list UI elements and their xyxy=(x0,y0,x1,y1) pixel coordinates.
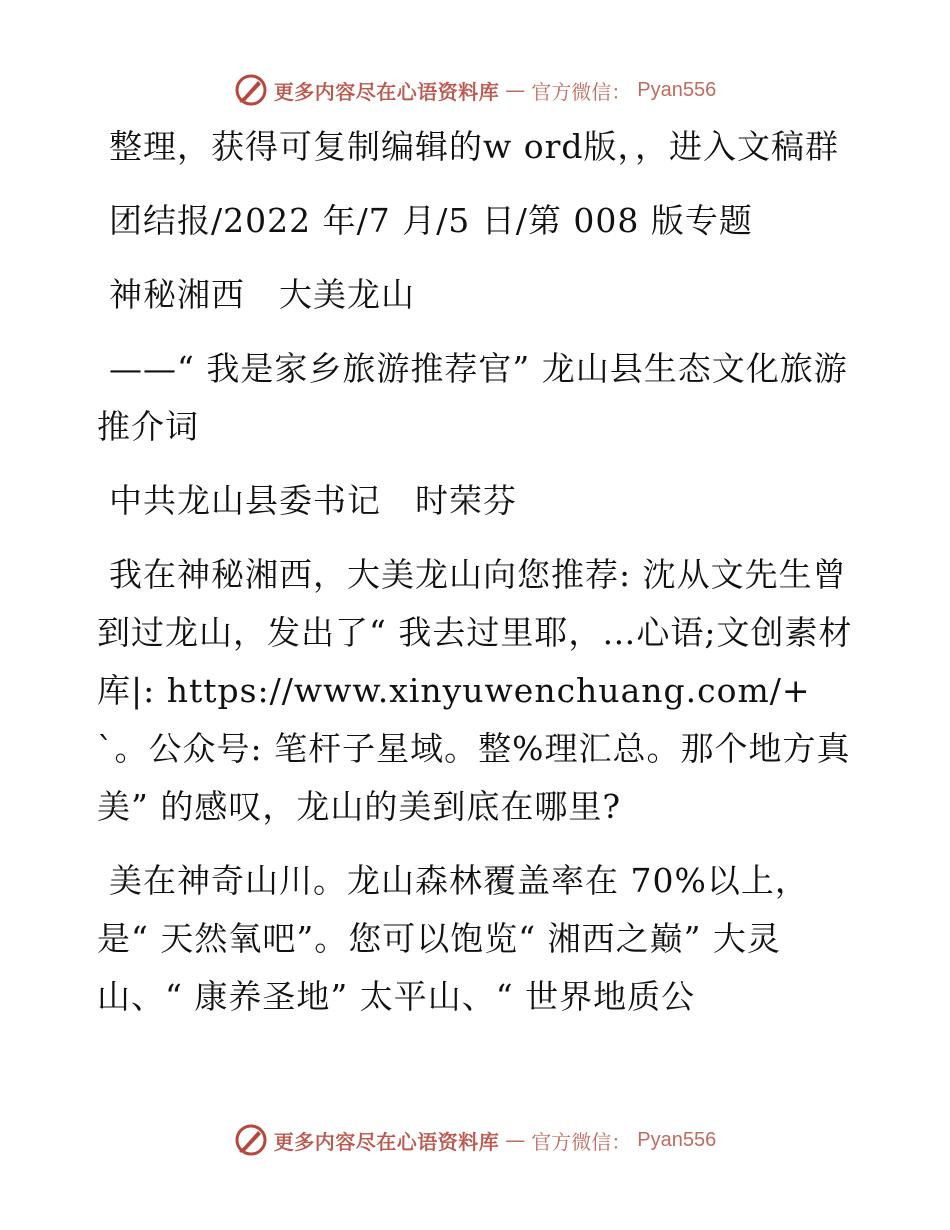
paragraph: 我在神秘湘西，大美龙山向您推荐: 沈从文先生曾到过龙山，发出了“ 我去过里耶，…心语;文创素材库|: https://www.xinyuwenchuang.com/+`。公众号: 笔杆子星域。整%理汇总。那个地方真美” 的感叹，龙山的美到底在哪里? xyxy=(97,555,853,826)
header-banner xyxy=(0,70,950,110)
banner-wechat-id: Pyan556 xyxy=(637,1128,717,1151)
footer-banner xyxy=(0,1120,950,1160)
banner-site-text: 更多内容尽在心语资料库 xyxy=(273,1129,500,1154)
banner-dash: — xyxy=(505,1128,526,1152)
banner-wechat-label: 官方微信： xyxy=(531,1129,632,1154)
banner-dash: — xyxy=(505,78,526,102)
banner-site-text: 更多内容尽在心语资料库 xyxy=(273,79,500,104)
paragraph: 团结报/2022 年/7 月/5 日/第 008 版专题 xyxy=(109,201,753,240)
paragraph: ——“ 我是家乡旅游推荐官” 龙山县生态文化旅游推介词 xyxy=(97,349,848,446)
paragraph: 美在神奇山川。龙山森林覆盖率在 70%以上，是“ 天然氧吧”。您可以饱览“ 湘西之巅” 大灵山、“ 康养圣地” 太平山、“ 世界地质公 xyxy=(97,861,809,1016)
paragraph: 神秘湘西 大美龙山 xyxy=(109,275,415,314)
quill-pen-circle-icon xyxy=(234,73,268,107)
paragraph: 整理，获得可复制编辑的w ord版，，进入文稿群 xyxy=(109,127,840,166)
banner-wechat-id: Pyan556 xyxy=(637,78,717,101)
document-body xyxy=(97,118,857,1042)
paragraph: 中共龙山县委书记 时荣芬 xyxy=(109,481,517,520)
quill-pen-circle-icon xyxy=(234,1123,268,1157)
banner-wechat-label: 官方微信： xyxy=(531,79,632,104)
